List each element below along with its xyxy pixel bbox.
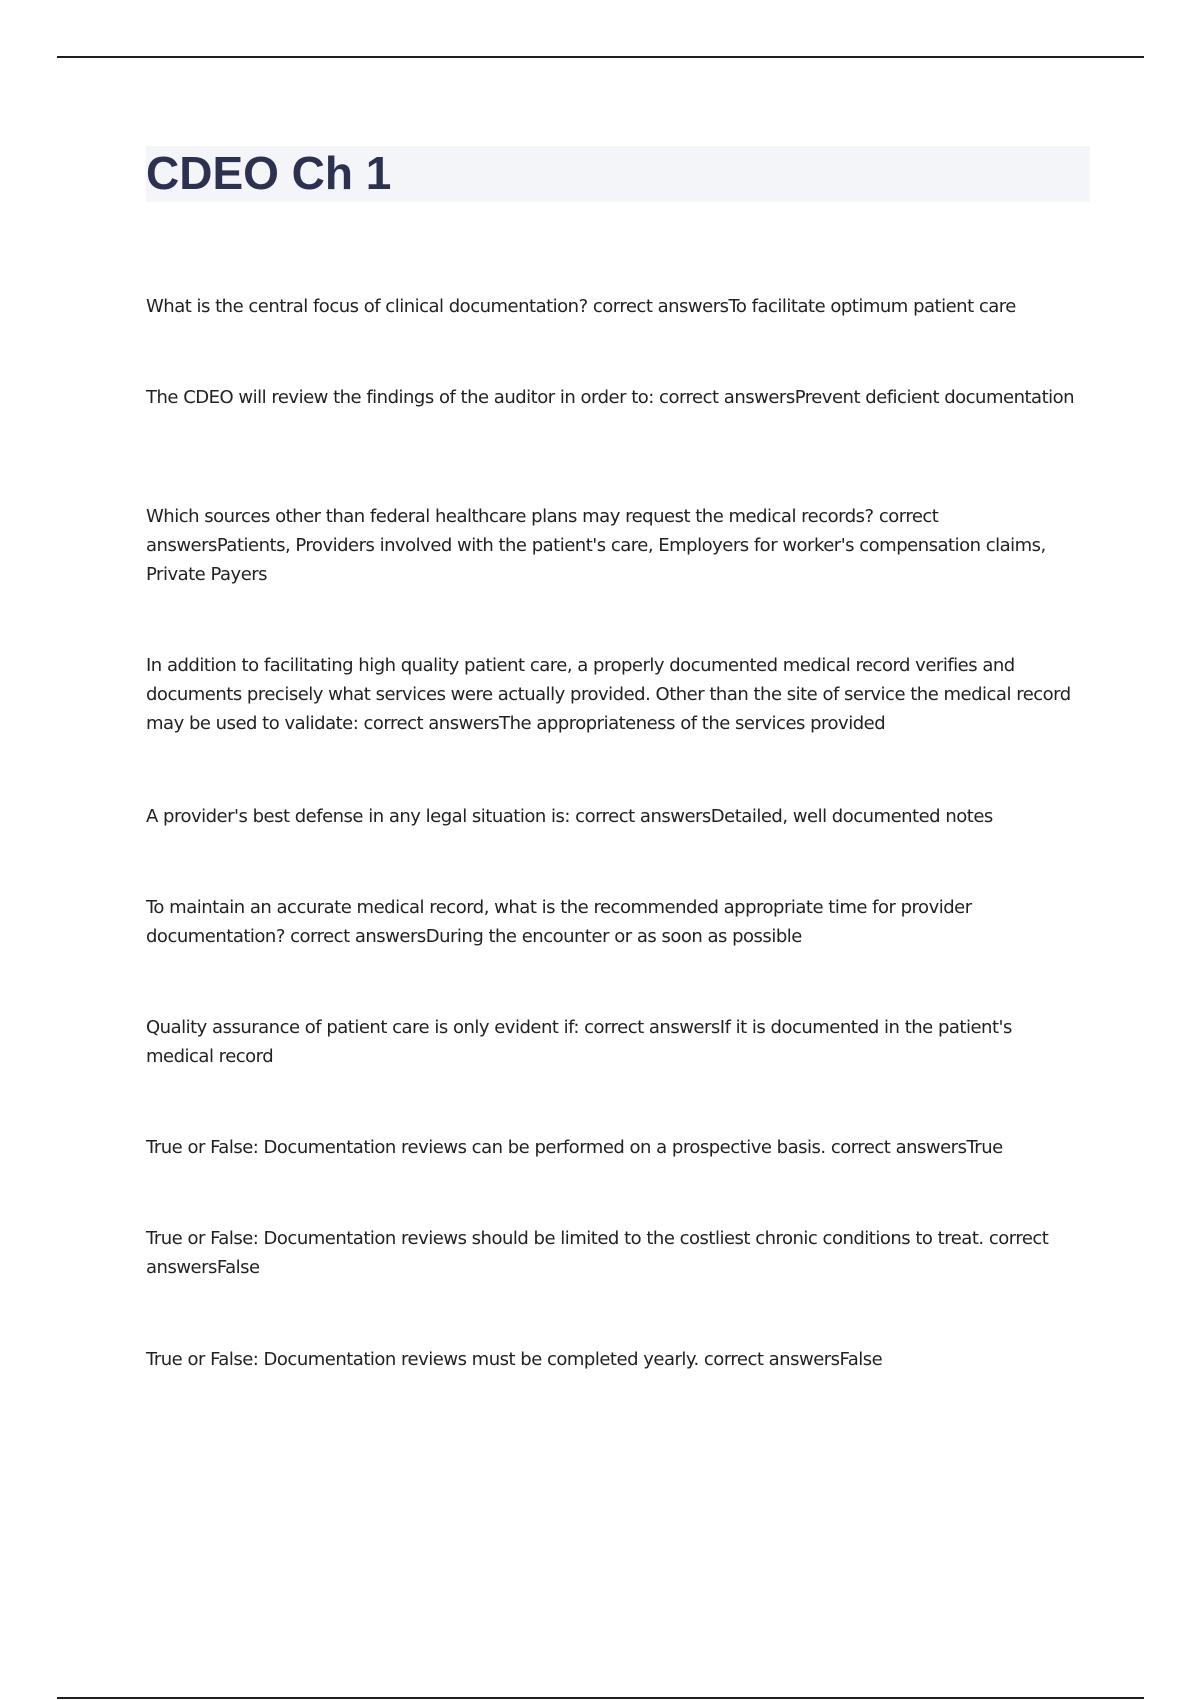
page-title: CDEO Ch 1	[146, 147, 392, 199]
qa-item: A provider's best defense in any legal situation is: correct answersDetailed, well documented notes	[146, 806, 993, 827]
qa-item: Which sources other than federal healthcare plans may request the medical records? correct answersPatients, Providers involved with the patient's care, Employers for worker's compensation claims, Private Payers	[146, 506, 1046, 585]
qa-item: To maintain an accurate medical record, what is the recommended appropriate time for provider documentation? correct answersDuring the encounter or as soon as possible	[146, 897, 972, 947]
qa-item: What is the central focus of clinical documentation? correct answersTo facilitate optimum patient care	[146, 296, 1016, 317]
top-divider	[57, 56, 1144, 58]
qa-item: The CDEO will review the findings of the auditor in order to: correct answersPrevent deficient documentation	[146, 387, 1075, 408]
qa-item: True or False: Documentation reviews can be performed on a prospective basis. correct answersTrue	[146, 1137, 1003, 1158]
qa-item: True or False: Documentation reviews must be completed yearly. correct answersFalse	[146, 1349, 883, 1370]
qa-item: True or False: Documentation reviews should be limited to the costliest chronic conditions to treat. correct answersFalse	[146, 1228, 1049, 1278]
qa-item: In addition to facilitating high quality patient care, a properly documented medical record verifies and documents precisely what services were actually provided. Other than the site of service the medical record may be used to validate: correct answersThe appropriateness of the services provided	[146, 655, 1071, 734]
bottom-divider	[57, 1697, 1144, 1699]
qa-item: Quality assurance of patient care is only evident if: correct answersIf it is documented in the patient's medical record	[146, 1017, 1012, 1067]
